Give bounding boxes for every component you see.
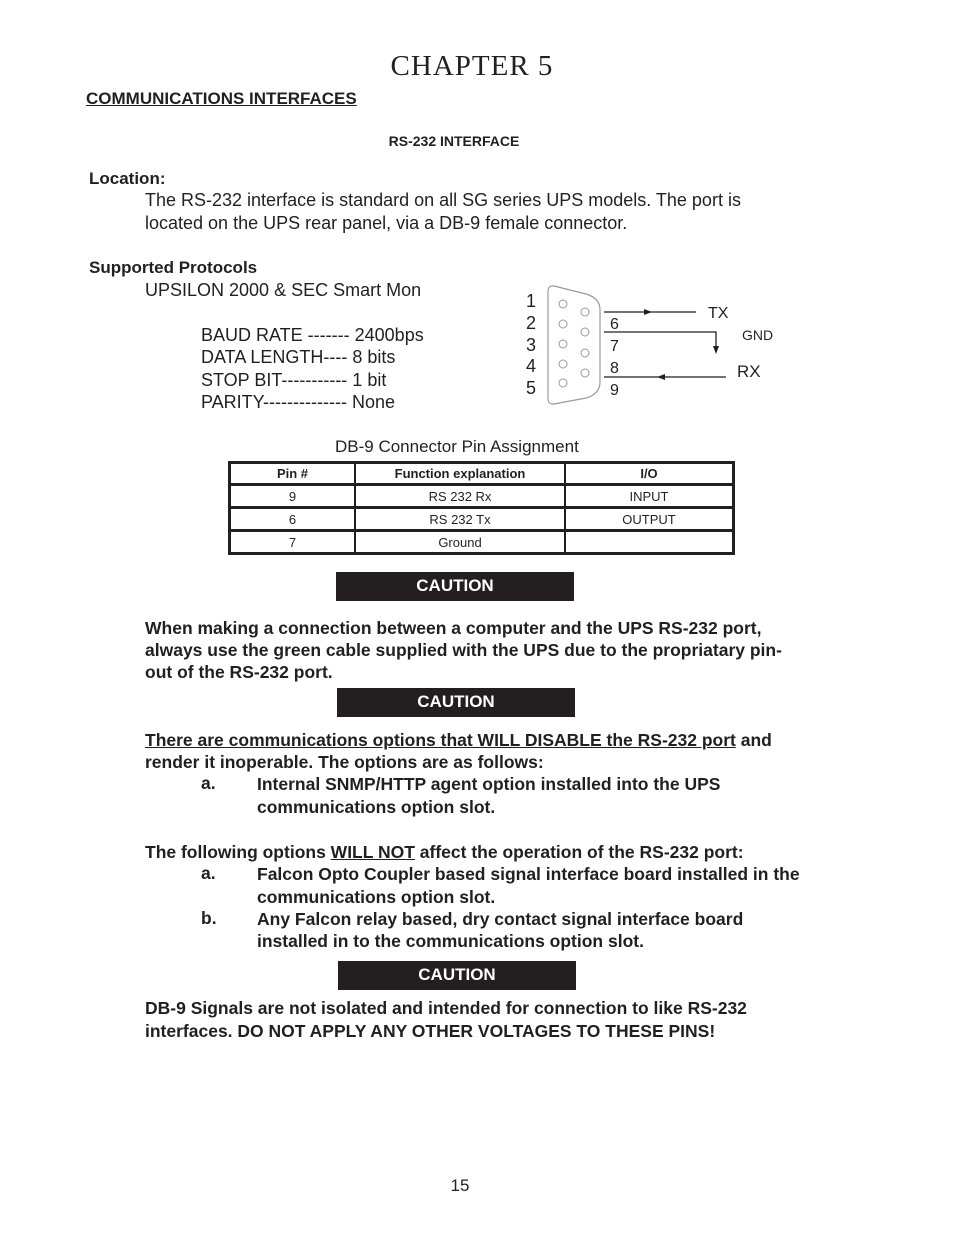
pin-label-5: 5 <box>526 378 537 398</box>
caution-banner-2: CAUTION <box>337 688 575 717</box>
safe-item-a-line-2: communications option slot. <box>257 887 496 907</box>
gnd-line <box>604 332 716 350</box>
protocol-name: UPSILON 2000 & SEC Smart Mon <box>145 280 422 300</box>
pin-hole-7 <box>581 328 589 336</box>
cell-io: OUTPUT <box>565 507 733 530</box>
table-row <box>230 507 733 530</box>
caution-banner-1: CAUTION <box>336 572 574 601</box>
pin-hole-4 <box>559 360 567 368</box>
list-marker: a. <box>201 773 216 793</box>
cell-pin: 9 <box>230 484 355 507</box>
following-options-line <box>145 841 744 864</box>
caution1-line-2: always use the green cable supplied with the UPS due to the propriatary pin- <box>145 640 782 660</box>
connector-shell <box>548 286 600 404</box>
rx-label: RX <box>737 362 761 381</box>
protocols-label: Supported Protocols <box>89 258 258 277</box>
table-row <box>230 484 733 507</box>
cell-io <box>565 530 733 553</box>
pin-hole-6 <box>581 308 589 316</box>
disable-warning-rest: and <box>735 730 772 750</box>
table-row <box>230 530 733 553</box>
pin-label-4: 4 <box>526 356 537 376</box>
pin-assignment-table <box>228 461 735 555</box>
rx-arrow <box>657 374 665 380</box>
following-post: affect the operation of the RS-232 port: <box>414 842 744 862</box>
disable-item-line-1: Internal SNMP/HTTP agent option installed into the UPS <box>257 774 721 794</box>
column-header-pin: Pin # <box>230 463 355 484</box>
pin-hole-5 <box>559 379 567 387</box>
cell-pin: 7 <box>230 530 355 553</box>
stop-bit: STOP BIT----------- 1 bit <box>201 370 387 390</box>
pin-hole-1 <box>559 300 567 308</box>
list-marker: b. <box>201 908 217 928</box>
pin-label-6: 6 <box>610 316 619 333</box>
data-length: DATA LENGTH---- 8 bits <box>201 347 396 367</box>
chapter-title: CHAPTER 5 <box>390 50 554 82</box>
caution-banner-3: CAUTION <box>338 961 576 990</box>
disable-item-line-2: communications option slot. <box>257 797 496 817</box>
subsection-title: RS-232 INTERFACE <box>388 133 520 149</box>
parity: PARITY-------------- None <box>201 392 395 412</box>
table-header-row <box>230 463 733 484</box>
location-label: Location: <box>89 169 166 188</box>
pin-hole-9 <box>581 369 589 377</box>
following-pre: The following options <box>145 842 331 862</box>
cell-function: Ground <box>355 530 565 553</box>
column-header-function: Function explanation <box>355 463 565 484</box>
pin-label-2: 2 <box>526 313 537 333</box>
caution1-line-1: When making a connection between a computer and the UPS RS-232 port, <box>145 618 762 638</box>
caution2-intro <box>145 729 772 752</box>
safe-item-b-line-1: Any Falcon relay based, dry contact signal interface board <box>257 909 744 929</box>
page-number: 15 <box>450 1176 470 1195</box>
section-title: COMMUNICATIONS INTERFACES <box>86 89 357 108</box>
location-line-1: The RS-232 interface is standard on all SG series UPS models. The port is <box>145 190 741 210</box>
caution2-line-2: render it inoperable. The options are as follows: <box>145 752 544 772</box>
list-marker: a. <box>201 863 216 883</box>
disable-warning-underlined: There are communications options that WILL DISABLE the RS-232 port <box>145 730 736 750</box>
gnd-arrow <box>713 346 719 354</box>
caution1-line-3: out of the RS-232 port. <box>145 662 333 682</box>
caution3-line-1: DB-9 Signals are not isolated and intended for connection to like RS-232 <box>145 998 747 1018</box>
column-header-io: I/O <box>565 463 733 484</box>
tx-label: TX <box>708 305 729 322</box>
gnd-label: GND <box>742 327 774 343</box>
pin-label-3: 3 <box>526 335 537 355</box>
cell-function: RS 232 Tx <box>355 507 565 530</box>
baud-rate: BAUD RATE ------- 2400bps <box>201 325 424 345</box>
tx-arrow <box>644 309 652 315</box>
pin-label-9: 9 <box>610 382 619 399</box>
pin-hole-3 <box>559 340 567 348</box>
cell-pin: 6 <box>230 507 355 530</box>
location-line-2: located on the UPS rear panel, via a DB-9 female connector. <box>145 213 628 233</box>
pin-label-8: 8 <box>610 360 619 377</box>
pin-label-7: 7 <box>610 338 619 355</box>
pin-label-1: 1 <box>526 291 537 311</box>
will-not-underlined: WILL NOT <box>330 842 415 862</box>
safe-item-b-line-2: installed in to the communications option slot. <box>257 931 644 951</box>
table-caption: DB-9 Connector Pin Assignment <box>335 437 579 456</box>
pin-hole-2 <box>559 320 567 328</box>
caution3-line-2: interfaces. DO NOT APPLY ANY OTHER VOLTAGES TO THESE PINS! <box>145 1021 716 1041</box>
cell-io: INPUT <box>565 484 733 507</box>
db9-connector-diagram <box>510 280 800 410</box>
pin-hole-8 <box>581 349 589 357</box>
cell-function: RS 232 Rx <box>355 484 565 507</box>
safe-item-a-line-1: Falcon Opto Coupler based signal interface board installed in the <box>257 864 800 884</box>
